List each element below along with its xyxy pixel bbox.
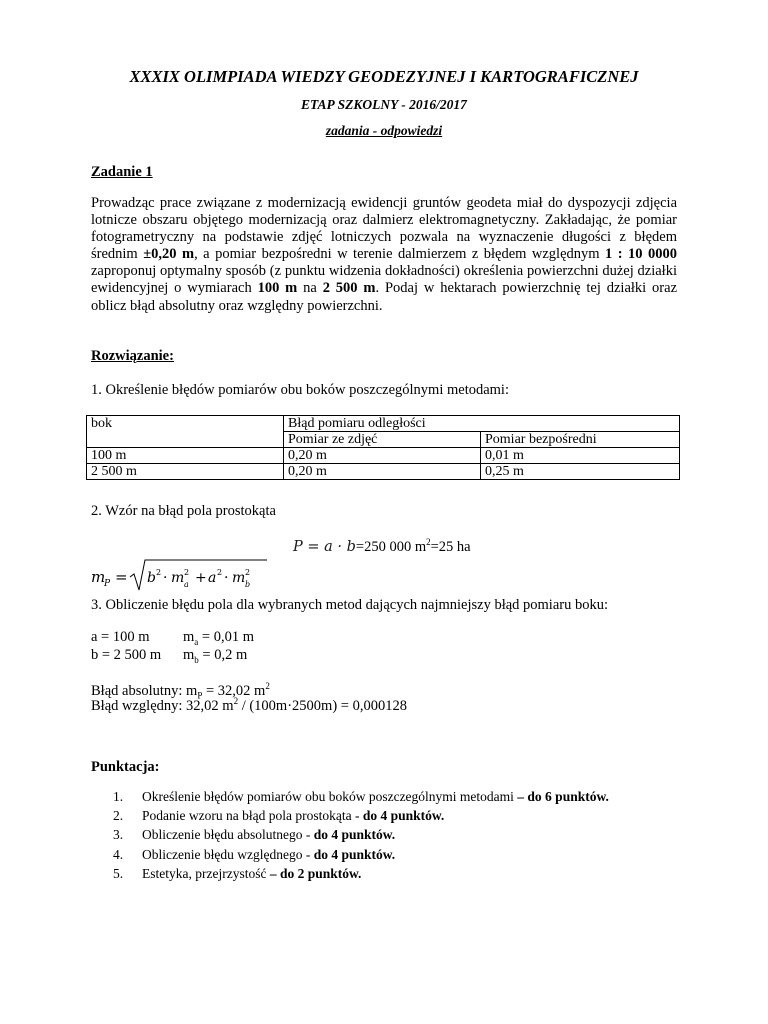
scoring-title: Punktacja: (91, 759, 160, 775)
svg-text:·: · (163, 570, 168, 586)
svg-text:b: b (147, 570, 156, 586)
svg-text:2: 2 (245, 568, 251, 577)
svg-text:2: 2 (156, 568, 162, 577)
relative-error: Błąd względny: 32,02 $m^2 / (100m\cdot 2500m) = 0,000128$ (91, 696, 407, 714)
ma-value: $m_a = 0,01$ m (183, 629, 254, 647)
absolute-error: Błąd absolutny: $m_P = 32,02$ $m^2$ (91, 681, 270, 701)
table-header-group: Błąd pomiaru odległości (284, 416, 680, 432)
list-item: 4. Obliczenie błędu względnego - do 4 punktów. (113, 846, 396, 862)
svg-text:a: a (184, 580, 189, 589)
list-item: 1. Określenie błędów pomiarów obu boków poszczególnymi metodami – do 6 punktów. (113, 789, 609, 804)
error-formula (91, 557, 281, 598)
list-item: 2. Podanie wzoru na błąd pola prostokąta - do 4 punktów. (113, 808, 445, 824)
task-title: Zadanie 1 (91, 164, 153, 180)
svg-text:m: m (91, 568, 106, 586)
area-formula: P = a · b=250 000 $m^2=25$ ha (293, 537, 471, 555)
table-header-direct: Pomiar bezpośredni (481, 432, 680, 448)
stage-title: ETAP SZKOLNY - 2016/2017 (301, 97, 467, 112)
table-row: 100 m 0,20 m 0,01 m (87, 448, 680, 464)
svg-text:2: 2 (217, 568, 223, 577)
table-row: 2 500 m 0,20 m 0,25 m (87, 464, 680, 480)
svg-text:+: + (195, 570, 207, 586)
svg-text:a: a (208, 570, 217, 586)
svg-text:2: 2 (184, 568, 190, 577)
error-table (86, 415, 680, 480)
svg-text:·: · (224, 570, 229, 586)
document-title: XXXIX OLIMPIADA WIEDZY GEODEZYJNEJ I KARTOGRAFICZNEJ (129, 67, 639, 86)
step-3: 3. Obliczenie błędu pola dla wybranych metod dających najmniejszy błąd pomiaru boku: (91, 597, 609, 613)
svg-text:b: b (245, 580, 251, 589)
solution-title: Rozwiązanie: (91, 348, 174, 364)
task-text: Prowadząc prace związane z modernizacją ewidencji gruntów geodeta miał do dyspozycji zdjęcia lotnicze obszaru objętego modernizacją oraz dalmierz elektromagnetyczny. Zakładając, że pomiar fotogrametryczny na podstawie zdjęć lotniczych pozwala na wyznaczenie długości z błędem średnim ±0,20 m, a pomiar bezpośredni w terenie dalmierzem z błędem względnym 1 : 10 0000 zaproponuj optymalny sposób (z punktu widzenia dokładności) określenia powierzchni dużej działki ewidencyjnej o wymiarach 100 m na 2 500 m. Podaj w hektarach powierzchnię tej działki oraz oblicz błąd absolutny oraz względny powierzchni. (91, 195, 678, 314)
scoring-list (113, 787, 693, 883)
svg-text:m: m (171, 570, 185, 586)
svg-text:P: P (104, 579, 111, 589)
step-1: 1. Określenie błędów pomiarów obu boków poszczególnymi metodami: (91, 382, 509, 398)
subtitle: zadania - odpowiedzi (325, 123, 443, 138)
list-item: 3. Obliczenie błędu absolutnego - do 4 punktów. (113, 827, 396, 843)
svg-text:=: = (115, 568, 128, 586)
list-item: 5. Estetyka, przejrzystość – do 2 punktów. (113, 865, 362, 881)
table-header-bok: bok (87, 416, 284, 448)
error-formula-graphic (91, 557, 281, 593)
mb-value: $m_b = 0,2$ m (183, 647, 248, 665)
step-2: 2. Wzór na błąd pola prostokąta (91, 503, 276, 519)
a-value: a = 100 m (91, 629, 150, 645)
table-header-photo: Pomiar ze zdjęć (284, 432, 481, 448)
svg-text:m: m (232, 570, 246, 586)
b-value: b = 2 500 m (91, 647, 162, 663)
